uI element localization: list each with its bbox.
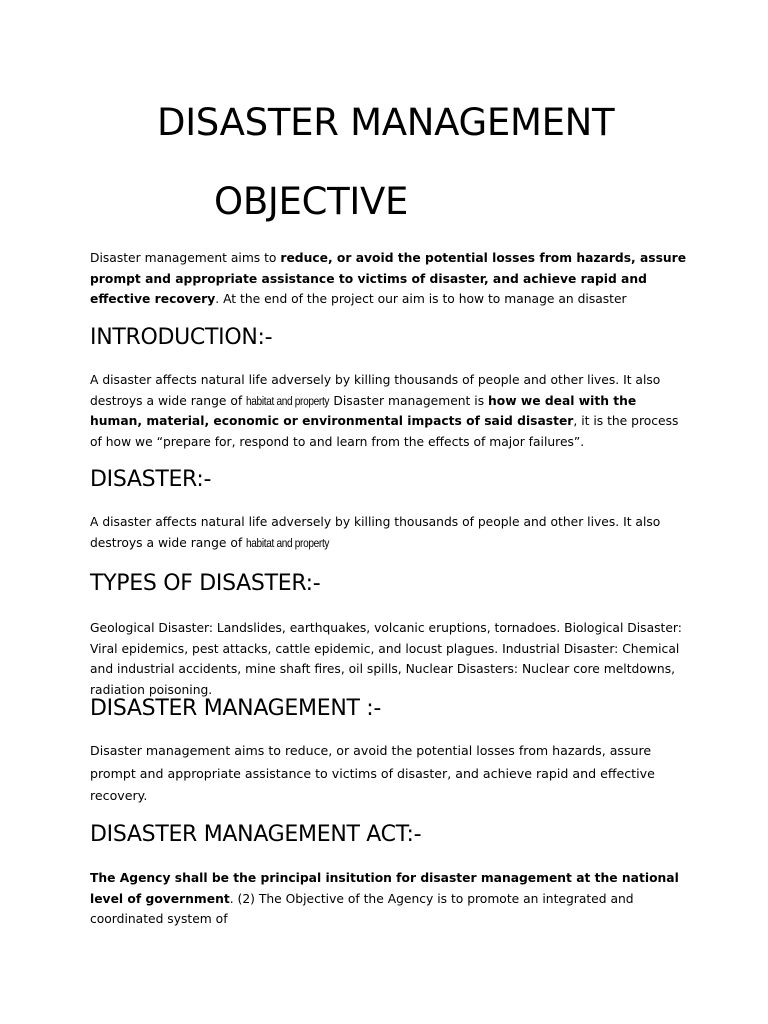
management-heading: DISASTER MANAGEMENT :- [90, 696, 382, 721]
objective-bold-text: reduce, or avoid the potential losses from hazards, assure prompt and appropriate assistance to victims of disaster, and achieve rapid and effective recovery [90, 251, 687, 306]
introduction-heading: INTRODUCTION:- [90, 325, 273, 350]
introduction-text-mid: Disaster management is [329, 393, 489, 408]
introduction-text-end: , it is the process of how we “prepare for, respond to and learn from the effects of major failures”. [90, 414, 679, 449]
document-title: DISASTER MANAGEMENT [157, 101, 615, 144]
types-paragraph: Geological Disaster: Landslides, earthquakes, volcanic eruptions, tornadoes. Biological Disaster: Viral epidemics, pest attacks, cattle epidemic, and locust plagues. Industrial Disaster: Chemical and industrial accidents, mine shaft fires, oil spills, Nuclear Disasters: Nuclear core meltdowns, radiation poisoning. [90, 621, 682, 697]
disaster-heading: DISASTER:- [90, 467, 212, 492]
act-bold-text: The Agency shall be the principal insitution for disaster management at the national level of government [90, 871, 679, 906]
objective-heading: OBJECTIVE [214, 180, 409, 223]
introduction-paragraph [90, 370, 690, 452]
act-heading: DISASTER MANAGEMENT ACT:- [90, 822, 422, 847]
introduction-text: A disaster affects natural life adversely by killing thousands of people and other lives. It also destroys a wide range of [90, 373, 661, 408]
introduction-bold-text: how we deal with the human, material, economic or environmental impacts of said disaster [90, 393, 637, 428]
types-heading: TYPES OF DISASTER:- [90, 571, 321, 596]
objective-paragraph [90, 248, 690, 310]
act-paragraph [90, 868, 690, 930]
management-paragraph: Disaster management aims to reduce, or avoid the potential losses from hazards, assure prompt and appropriate assistance to victims of disaster, and achieve rapid and effective recovery. [90, 743, 655, 803]
disaster-text: A disaster affects natural life adversely by killing thousands of people and other lives. It also destroys a wide range of [90, 515, 661, 550]
disaster-condensed-text: habitat and property [246, 535, 330, 550]
objective-text: Disaster management aims to [90, 251, 281, 265]
act-text: . (2) The Objective of the Agency is to promote an integrated and coordinated system of [90, 891, 634, 926]
objective-text-end: . At the end of the project our aim is to how to manage an disaster [215, 292, 627, 306]
disaster-paragraph [90, 512, 690, 553]
introduction-condensed-text: habitat and property [246, 393, 330, 408]
